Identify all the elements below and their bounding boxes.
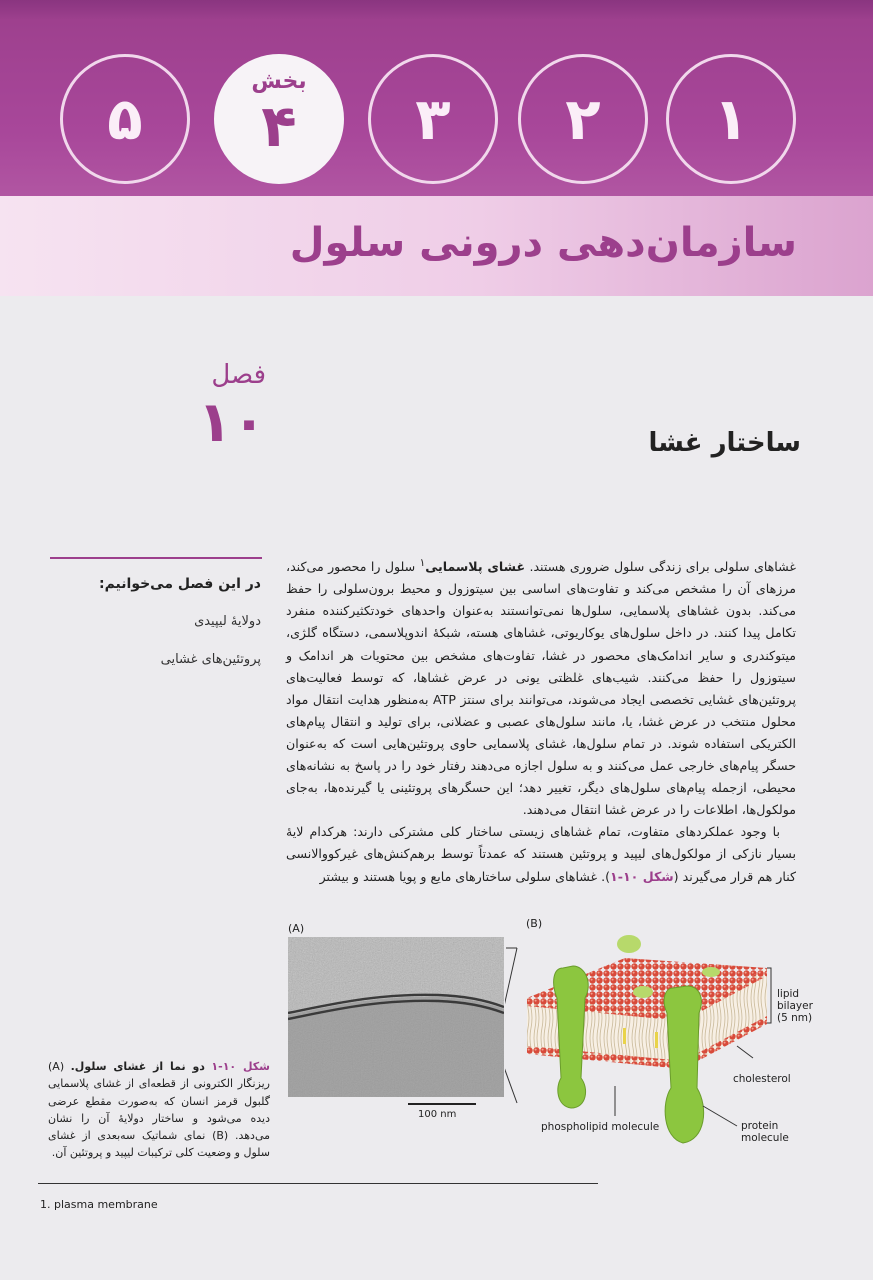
part-title: سازمان‌دهی درونی سلول bbox=[289, 220, 797, 266]
section-circle-4-active bbox=[214, 54, 344, 184]
panel-b-label: (B) bbox=[526, 917, 543, 930]
section-circle-1 bbox=[666, 54, 796, 184]
chapter-label: فصل bbox=[211, 360, 266, 390]
label-line: lipid bbox=[777, 988, 800, 1000]
sidebar-divider bbox=[50, 557, 262, 559]
text-run: ). غشاهای سلولی ساختارهای مایع و پویا هستند و بیشتر bbox=[319, 868, 611, 884]
key-term: غشای پلاسمایی bbox=[425, 559, 526, 575]
electron-micrograph bbox=[288, 937, 504, 1097]
section-number: ۵ bbox=[107, 85, 143, 153]
label-cholesterol: cholesterol bbox=[733, 1073, 791, 1085]
section-circle-2 bbox=[518, 54, 648, 184]
sidebar-item: دولایهٔ لیپیدی bbox=[194, 614, 261, 629]
figure-reference: شکل ۱۰-۱ bbox=[610, 868, 674, 884]
caption-figure-number: شکل ۱۰-۱ bbox=[211, 1060, 271, 1073]
sidebar-heading: در این فصل می‌خوانیم: bbox=[98, 576, 261, 592]
text-run: با وجود عملکردهای متفاوت، تمام غشاهای زیستی ساختار کلی مشترکی دارند: هرکدام لایهٔ بسیار نازکی از مولکول‌های لیپید و پروتئین هستند که عمدتاً توسط برهم‌کنش‌های غیرکووالانسی کنار هم قرار می‌گیرند ( bbox=[286, 824, 796, 884]
label-line: protein bbox=[741, 1120, 779, 1132]
paragraph bbox=[286, 552, 796, 821]
panel-a-label: (A) bbox=[288, 922, 305, 935]
label-phospholipid: phospholipid molecule bbox=[541, 1121, 660, 1133]
label-line: molecule bbox=[741, 1132, 789, 1144]
scale-bar bbox=[408, 1103, 476, 1105]
label-line: bilayer bbox=[777, 1000, 813, 1012]
footnote-divider bbox=[38, 1183, 598, 1184]
text-run: سلول را محصور می‌کند، مرزهای آن را مشخص می‌کند و تفاوت‌های اساسی بین سیتوزول و محیط برون‌سلولی را حفظ می‌کند. بدون غشاهای پلاسمایی، سلول‌ها نمی‌توانستند به‌عنوان واحدهای خودتکثیرکننده منفرد تکامل پیدا کنند. در داخل سلول‌های یوکاریوتی، غشاهای هسته، شبکهٔ اندوپلاسمی، دستگاه گلژی، میتوکندری و سایر اندامک‌های محصور در غشا، تفاوت‌های مشخص بین محتویات هر اندامک و سیتوزول را حفظ می‌کنند. شیب‌های غلظتی یونی در عرض غشاها، که توسط فعالیت‌های پروتئین‌های غشایی تخصصی ایجاد می‌شوند، می‌توانند برای سنتز ATP به‌منظور هدایت انتقال مواد محلول منتخب در عرض غشا، یا، مانند سلول‌های عصبی و عضلانی، برای تولید و انتقال پیام‌های الکتریکی استفاده شوند. در تمام سلول‌ها، غشای پلاسمایی حاوی پروتئین‌هایی است که به‌عنوان حسگر پیام‌های خارجی عمل می‌کنند و به سلول اجازه می‌دهند رفتار خود را در پاسخ به نشانه‌های محیطی، ازجمله پیام‌های سلول‌های دیگر، تغییر دهد؛ این حسگرهای پروتئینی یا گیرنده‌ها، به‌جای مولکول‌ها، اطلاعات را در عرض غشا انتقال می‌دهند. bbox=[286, 559, 796, 818]
section-circle-5 bbox=[60, 54, 190, 184]
caption-title: دو نما از غشای سلول. bbox=[70, 1060, 205, 1073]
text-run: غشاهای سلولی برای زندگی سلول ضروری هستند. bbox=[529, 559, 796, 575]
paragraph bbox=[286, 821, 796, 887]
section-number: ۴ bbox=[261, 92, 297, 160]
section-circle-3 bbox=[368, 54, 498, 184]
section-number: ۲ bbox=[565, 85, 601, 153]
figure-caption bbox=[48, 1058, 270, 1162]
footnote: 1. plasma membrane bbox=[40, 1198, 158, 1211]
label-lipid-bilayer bbox=[777, 988, 813, 1024]
section-number: ۱ bbox=[713, 85, 749, 153]
chapter-number: ۱۰ bbox=[197, 390, 266, 455]
caption-text: (A) ریزنگار الکترونی از قطعه‌ای از غشای پلاسمایی گلبول قرمز انسان که به‌صورت مقطع عرضی دیده می‌شود و ساختار دولایهٔ آن را نشان می‌دهد. (B) نمای شماتیک سه‌بعدی از غشای سلول و وضعیت کلی ترکیبات لیپید و پروتئین آن. bbox=[48, 1060, 270, 1160]
sidebar-item: پروتئین‌های غشایی bbox=[160, 652, 261, 667]
body-text bbox=[286, 552, 796, 888]
header-shade bbox=[0, 0, 873, 20]
label-line: (5 nm) bbox=[777, 1012, 813, 1024]
label-protein bbox=[741, 1120, 789, 1144]
section-label: بخش bbox=[251, 69, 307, 94]
scale-bar-label: 100 nm bbox=[418, 1109, 457, 1120]
footnote-marker: ۱ bbox=[419, 557, 426, 569]
section-number: ۳ bbox=[415, 85, 451, 153]
chapter-title: ساختار غشا bbox=[648, 428, 801, 458]
